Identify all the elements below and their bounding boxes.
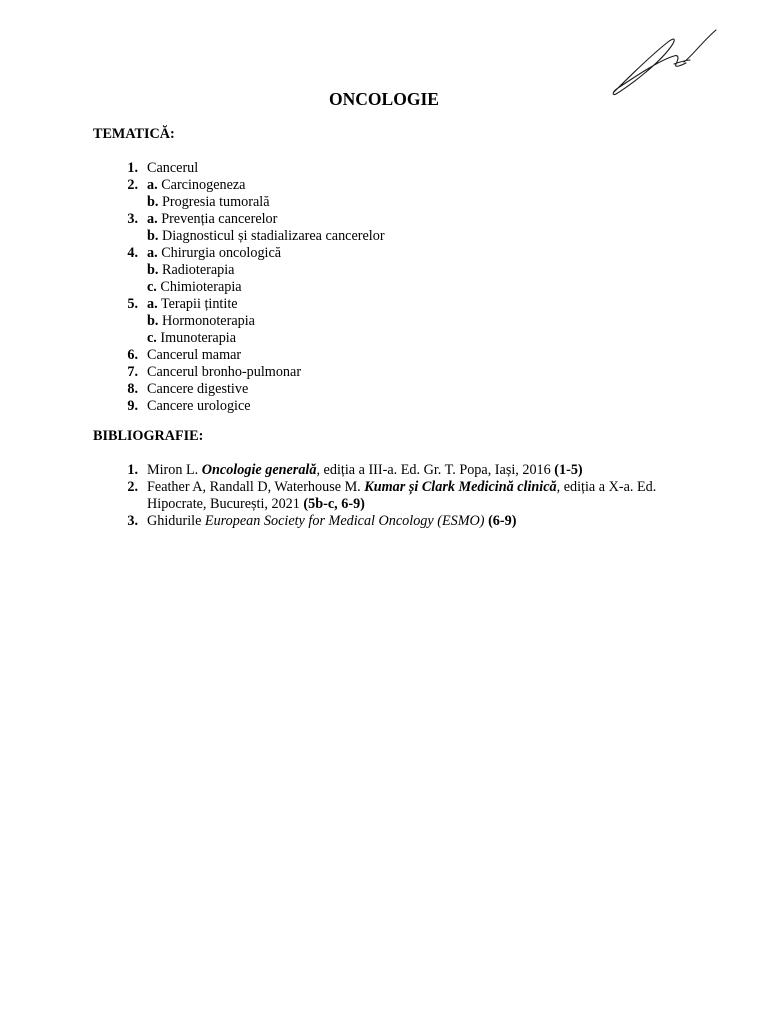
subitem-letter: a. bbox=[147, 177, 158, 193]
reference-work-title: Kumar și Clark Medicină clinică bbox=[364, 479, 557, 495]
topic-text: Cancere urologice bbox=[147, 398, 251, 414]
list-item bbox=[93, 177, 713, 211]
topic-text: Prevenția cancerelor bbox=[161, 211, 278, 227]
topic-text: Imunoterapia bbox=[160, 330, 237, 346]
subitem-letter: a. bbox=[147, 296, 158, 312]
list-item bbox=[93, 296, 713, 347]
reference-details: , ediția a III-a. Ed. Gr. T. Popa, Iași, 2016 bbox=[316, 462, 555, 478]
topic-text: Cancerul mamar bbox=[147, 347, 242, 363]
subitem-letter: c. bbox=[147, 279, 157, 295]
topic-text: Diagnosticul și stadializarea cancerelor bbox=[161, 228, 385, 244]
subitem-letter: c. bbox=[147, 330, 157, 346]
page-title: ONCOLOGIE bbox=[329, 89, 439, 109]
list-item bbox=[93, 381, 713, 398]
reference-work-title: Oncologie generală bbox=[201, 462, 317, 478]
reference-chapters: (5b-c, 6-9) bbox=[303, 496, 365, 512]
subitem-letter: b. bbox=[147, 194, 159, 210]
tematica-heading: TEMATICĂ: bbox=[93, 126, 175, 142]
reference-authors: Miron L. bbox=[147, 462, 202, 478]
reference-authors: Ghidurile bbox=[147, 513, 205, 529]
topic-text: Cancerul bronho-pulmonar bbox=[147, 364, 302, 380]
subitem-letter: b. bbox=[147, 262, 159, 278]
item-number: 5. bbox=[127, 296, 138, 312]
topic-text: Radioterapia bbox=[161, 262, 235, 278]
item-number: 1. bbox=[127, 160, 138, 176]
item-number: 8. bbox=[127, 381, 138, 397]
item-number: 9. bbox=[127, 398, 138, 414]
topic-text: Hormonoterapia bbox=[161, 313, 255, 329]
reference-authors: Feather A, Randall D, Waterhouse M. bbox=[147, 479, 365, 495]
reference-item bbox=[93, 513, 693, 530]
item-number: 6. bbox=[127, 347, 138, 363]
topic-text: Terapii țintite bbox=[160, 296, 238, 312]
subitem-letter: a. bbox=[147, 245, 158, 261]
item-number: 7. bbox=[127, 364, 138, 380]
bibliografie-heading: BIBLIOGRAFIE: bbox=[93, 428, 204, 444]
list-item bbox=[93, 398, 713, 415]
item-number: 2. bbox=[127, 479, 138, 495]
list-item bbox=[93, 211, 713, 245]
list-item bbox=[93, 364, 713, 381]
tematica-list bbox=[93, 160, 713, 415]
subitem-letter: b. bbox=[147, 228, 159, 244]
item-number: 4. bbox=[127, 245, 138, 261]
subitem-letter: a. bbox=[147, 211, 158, 227]
reference-chapters: (1-5) bbox=[554, 462, 583, 478]
topic-text: Cancere digestive bbox=[147, 381, 249, 397]
topic-text: Cancerul bbox=[147, 160, 199, 176]
topic-text: Progresia tumorală bbox=[161, 194, 270, 210]
item-number: 3. bbox=[127, 211, 138, 227]
list-item bbox=[93, 245, 713, 296]
topic-text: Carcinogeneza bbox=[161, 177, 246, 193]
reference-chapters: (6-9) bbox=[488, 513, 517, 529]
reference-details: , ediția a X-a. Ed. Hipocrate, București, 2021 bbox=[147, 479, 657, 512]
item-number: 2. bbox=[127, 177, 138, 193]
reference-item bbox=[93, 462, 693, 479]
item-number: 3. bbox=[127, 513, 138, 529]
reference-item bbox=[93, 479, 693, 513]
handwritten-signature bbox=[610, 26, 718, 96]
list-item bbox=[93, 347, 713, 364]
list-item bbox=[93, 160, 713, 177]
item-number: 1. bbox=[127, 462, 138, 478]
topic-text: Chirurgia oncologică bbox=[161, 245, 282, 261]
subitem-letter: b. bbox=[147, 313, 159, 329]
bibliografie-list bbox=[93, 462, 693, 530]
topic-text: Chimioterapia bbox=[160, 279, 242, 295]
reference-work-title: European Society for Medical Oncology (ESMO) bbox=[204, 513, 485, 529]
